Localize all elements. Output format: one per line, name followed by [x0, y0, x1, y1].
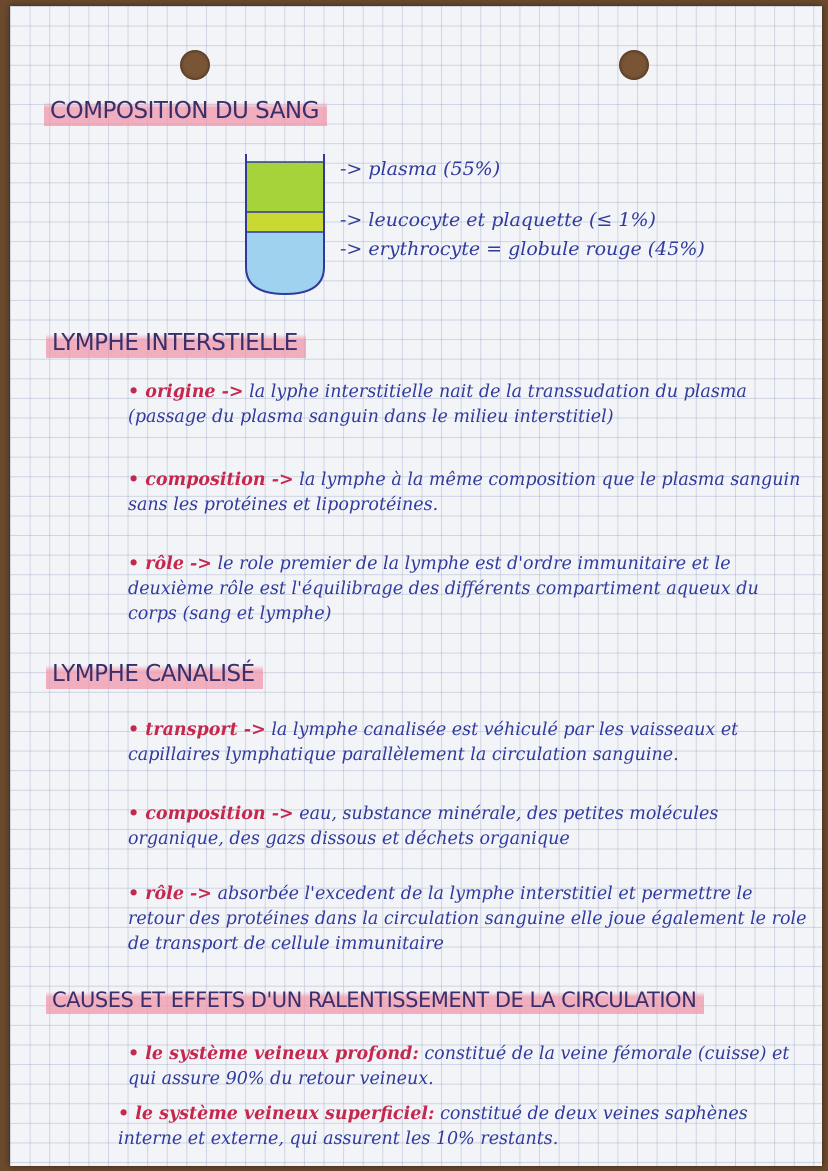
item-text: la lyphe interstitielle nait de la transsudation du plasma (passage du plasma sanguin dans le milieu interstitiel) [128, 382, 747, 427]
item-text: la lymphe à la même composition que le plasma sanguin sans les protéines et lipoprotéines. [128, 470, 801, 515]
heading-causes-effets: CAUSES ET EFFETS D'UN RALENTISSEMENT DE LA CIRCULATION [46, 986, 704, 1014]
item-key: • origine -> [128, 382, 244, 402]
heading-lymphe-interstitielle: LYMPHE INTERSTIELLE [46, 328, 306, 358]
item-key: • rôle -> [128, 884, 212, 904]
item-systeme-profond [28, 1042, 812, 1092]
plasma-layer [246, 162, 324, 212]
item-key: • le système veineux profond: [128, 1044, 419, 1064]
item-text: la lymphe canalisée est véhiculé par les vaisseaux et capillaires lymphatique parallèlement la circulation sanguine. [128, 720, 739, 765]
erythrocyte-layer [246, 232, 324, 294]
label-erythrocyte: -> erythrocyte = globule rouge (45%) [340, 238, 705, 260]
blood-tube-diagram [238, 152, 338, 302]
item-composition-canalise [28, 802, 812, 852]
item-text: absorbée l'excedent de la lymphe interstitiel et permettre le retour des protéines dans la circulation sanguine elle joue également le role de transport de cellule immunitaire [128, 884, 807, 954]
item-role-canalise [28, 882, 812, 957]
item-text: constitué de deux veines saphènes interne et externe, qui assurent les 10% restants. [118, 1104, 748, 1149]
item-key: • composition -> [128, 470, 294, 490]
item-text: eau, substance minérale, des petites molécules organique, des gazs dissous et déchets organique [128, 804, 719, 849]
binder-hole-left [180, 50, 210, 80]
item-text: constitué de la veine fémorale (cuisse) et qui assure 90% du retour veineux. [128, 1044, 790, 1089]
item-systeme-superficiel [28, 1102, 812, 1152]
item-key: • composition -> [128, 804, 294, 824]
buffy-coat-layer [246, 212, 324, 232]
item-key: • le système veineux superficiel: [118, 1104, 435, 1124]
item-role [28, 552, 812, 627]
binder-hole-right [619, 50, 649, 80]
item-key: • transport -> [128, 720, 266, 740]
item-key: • rôle -> [128, 554, 212, 574]
heading-lymphe-canalise: LYMPHE CANALISÉ [46, 659, 263, 689]
heading-composition-du-sang: COMPOSITION DU SANG [44, 96, 327, 126]
item-origine [28, 380, 812, 430]
item-transport [28, 718, 812, 768]
label-leucocyte: -> leucocyte et plaquette (≤ 1%) [340, 209, 656, 231]
label-plasma: -> plasma (55%) [340, 158, 501, 180]
notebook-page [10, 6, 822, 1166]
item-text: le role premier de la lymphe est d'ordre immunitaire et le deuxième rôle est l'équilibrage des différents compartiment aqueux du corps (sang et lymphe) [128, 554, 759, 624]
item-composition [28, 468, 812, 518]
